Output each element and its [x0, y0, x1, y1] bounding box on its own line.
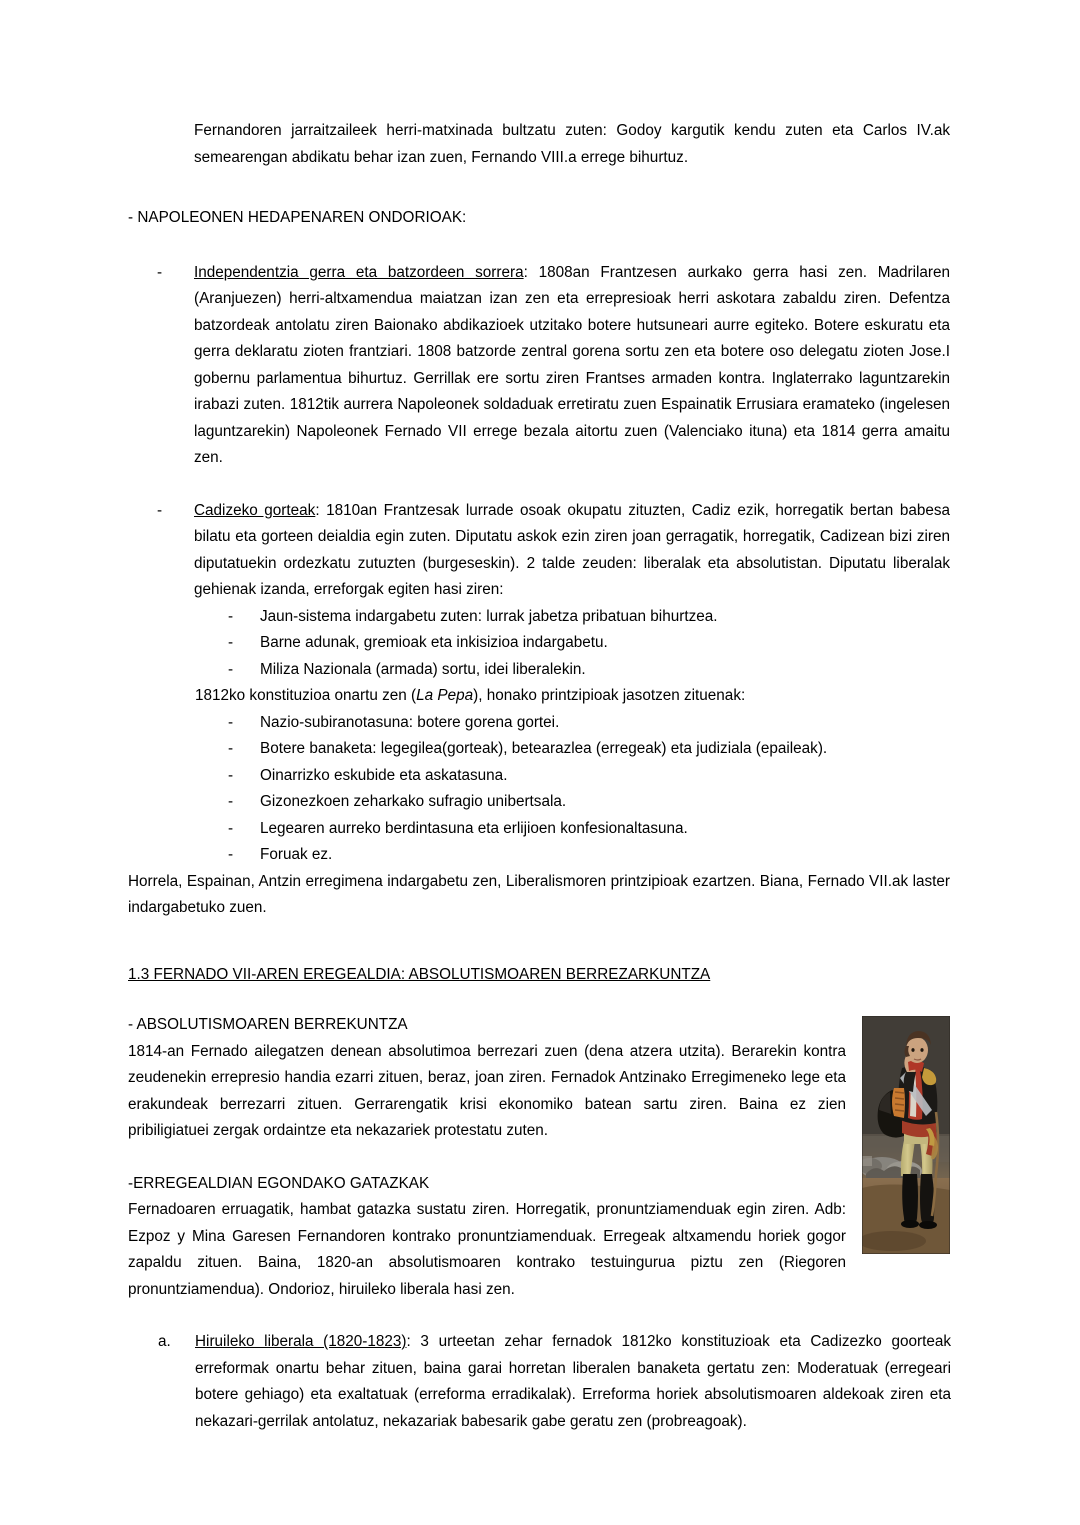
napoleon-section-heading: - NAPOLEONEN HEDAPENAREN ONDORIOAK: [128, 209, 467, 226]
list-item-text [194, 260, 950, 472]
fernando-vii-portrait-image [862, 1016, 950, 1254]
spacer [128, 232, 950, 260]
sub-list-item [228, 842, 950, 869]
spacer [128, 922, 950, 962]
sub-list-item-text: Foruak ez. [260, 846, 333, 863]
bullet-dash: - [228, 607, 234, 625]
bullet-dash: - [228, 634, 234, 651]
sub-list-item [228, 763, 950, 790]
sub-list-item-text: Nazio-subiranotasuna: botere gorena gortei. [260, 713, 560, 731]
list-marker: a. [158, 1333, 171, 1350]
bullet-dash: - [157, 263, 163, 281]
document-content [128, 118, 950, 1435]
bullet-dash: - [228, 846, 234, 863]
list-item [157, 260, 950, 472]
bullet-dash: - [157, 501, 163, 519]
constitution-name: La Pepa [416, 687, 474, 704]
intro-paragraph: Fernandoren jarraitzaileek herri-matxinada bultzatu zuten: Godoy kargutik kendu zuten eta Carlos IV.ak semearengan abdikatu behar izan zuen, Fernando VIII.a errege bihurtuz. [194, 122, 950, 166]
section-13-body [128, 1012, 950, 1303]
lettered-item-title: Hiruileko liberala (1820-1823) [195, 1333, 407, 1350]
sub-list-item-text: Barne adunak, gremioak eta inkisizioa indargabetu. [260, 634, 608, 651]
list-item-text [194, 498, 950, 604]
sub-list-item [228, 736, 950, 763]
constitution-intro-post: ), honako printzipioak jasotzen zituenak: [473, 687, 746, 704]
sub-list-item [228, 657, 950, 684]
bullet-dash: - [228, 793, 234, 810]
erregealdian-gatazkak-heading: -ERREGEALDIAN EGONDAKO GATAZKAK [128, 1174, 430, 1192]
sub-list-item [228, 710, 950, 737]
absolutismoaren-berrekuntza-paragraph: 1814-an Fernado ailegatzen denean absolutimoa berrezari zuen (dena atzera utzita). Berarekin kontra zeudenekin errepresio handia ezarri zituen, beraz, joan ziren. Fernadok Antzinako Erregimeneko lege eta erakundeak berrezarri zituen. Gerrarengatik krisi ekonomiko batean sartu ziren. Baina ez zien pribiligiatuei zergak ordaintze eta nekazariek protestatu zuten. [128, 1042, 846, 1139]
absolutismoaren-berrekuntza-heading: - ABSOLUTISMOAREN BERREKUNTZA [128, 1016, 408, 1033]
lettered-list-item-text [195, 1329, 951, 1435]
spacer [128, 1145, 950, 1171]
sub-list-item [228, 630, 950, 657]
constitution-intro-pre: 1812ko konstituzioa onartu zen ( [195, 687, 417, 704]
constitution-intro-line [195, 683, 950, 710]
spacer [128, 1303, 950, 1329]
list-item-body: : 1808an Frantzesen aurkako gerra hasi zen. Madrilaren (Aranjuezen) herri-altxamendua maiatzan izan zen eta errepresioak herri askotara zabaldu ziren. Defentza batzordeak antolatu ziren Baionako abdikazioek utzitako botere hutsuneari aurre egiteko. Botere eskuratu eta gerra deklaratu zioten frantziari. 1808 batzorde zentral gorena sortu zen eta botere oso delegatu zioten Jose.I gobernu parlamentua bihurtuz. Gerrillak ere sortu ziren Frantses armaden kontra. Inglaterrako laguntzarekin irabazi zuten. 1812tik aurrera Napoleonek soldaduak erretiratu zuen Espainatik Errusiara eramateko (ingelesen laguntzarekin) Napoleonek Fernado VII errege bezala aitortu zuen (Valenciako ituna) eta 1814 gerra amaitu zen. [194, 263, 951, 466]
list-item-title: Cadizeko gorteak [194, 501, 316, 519]
lettered-item-body: : 3 urteetan zehar fernadok 1812ko konstituzioak eta Cadizezko goorteak erreformak onartu behar zituen, baina garai horretan liberalen banaketa gertatu zen: Moderatuak (erregeari botere gehiago) eta exaltatuak (erreforma erradikalak). Erreforma horiek absolutismoaren aldekoak ziren eta nekazari-gerrilak antolatuz, nekazariak babesarik gabe geratu zen (probreagoak). [195, 1333, 951, 1430]
sub-list-item-text: Gizonezkoen zeharkako sufragio unibertsala. [260, 793, 567, 810]
sub-list-item-text: Oinarrizko eskubide eta askatasuna. [260, 766, 508, 784]
list-item [157, 498, 950, 604]
bullet-dash: - [228, 660, 234, 678]
lettered-list-item [158, 1329, 951, 1435]
spacer [128, 171, 950, 205]
spacer [128, 988, 950, 1012]
sub-list-item-text: Jaun-sistema indargabetu zuten: lurrak jabetza pribatuan bihurtzea. [260, 607, 718, 625]
sub-list-item [228, 789, 950, 816]
sub-list-item [228, 816, 950, 843]
sub-list-item-text: Miliza Nazionala (armada) sortu, idei liberalekin. [260, 660, 586, 678]
list-item-title: Independentzia gerra eta batzordeen sorrera [194, 263, 524, 281]
napoleon-closing-paragraph: Horrela, Espainan, Antzin erregimena indargabetu zen, Liberalismoren printzipioak ezartzen. Biana, Fernado VII.ak laster indargabetuko zuen. [128, 872, 950, 916]
section-13-heading: 1.3 FERNADO VII-AREN EREGEALDIA: ABSOLUTISMOAREN BERREZARKUNTZA [128, 965, 711, 983]
erregealdian-gatazkak-paragraph: Fernadoaren erruagatik, hambat gatazka sustatu ziren. Horregatik, pronuntziamenduak egin ziren. Adb: Ezpoz y Mina Garesen Fernandoren kontrako pronuntziamenduak. Erregeak altxamendu horiek gogor zapaldu zituen. Baina, 1820-an absolutismoaren kontrako testuingurua piztu zen (Riegoren pronuntziamendua). Ondorioz, hiruileko liberala hasi zen. [128, 1201, 846, 1298]
list-item-body: : 1810an Frantzesak lurrade osoak okupatu zituzten, Cadiz ezik, horregatik bertan babesa bilatu eta gorteen deialdia egin zuten. Diputatu askok ezin ziren joan gerragatik, horregatik, Cadizean bizi ziren diputatuekin ordezkatu zutuzten (burgeseskin). 2 talde zeuden: liberalak eta absolutistan. Diputatu liberalak gehienak izanda, erreforgak egiten hasi ziren: [194, 501, 951, 598]
portrait-artwork [862, 1016, 950, 1254]
bullet-dash: - [228, 819, 234, 837]
sub-list-item-text: Botere banaketa: legegilea(gorteak), betearazlea (erregeak) eta judiziala (epaileak). [260, 740, 828, 757]
bullet-dash: - [228, 713, 234, 731]
spacer [128, 472, 950, 498]
sub-list-item-text: Legearen aurreko berdintasuna eta erlijioen konfesionaltasuna. [260, 819, 688, 837]
bullet-dash: - [228, 740, 234, 757]
sub-list-item [228, 604, 950, 631]
bullet-dash: - [228, 766, 234, 784]
